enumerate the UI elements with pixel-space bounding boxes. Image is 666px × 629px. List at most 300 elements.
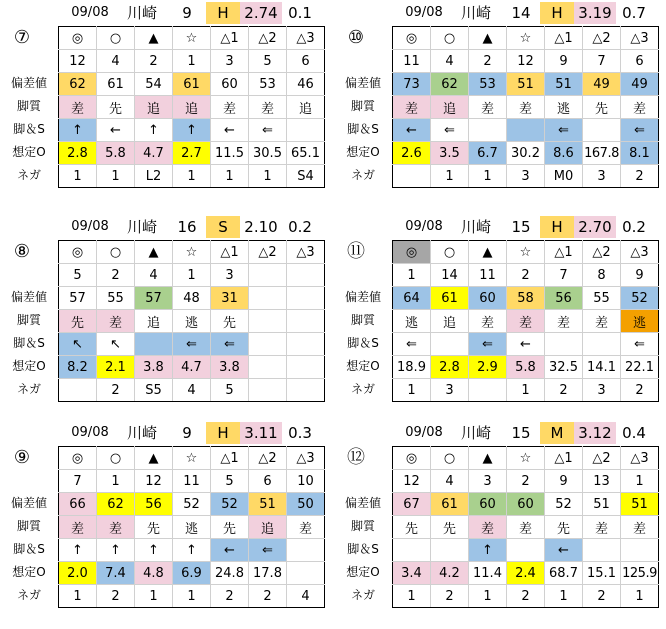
nega-cell: 2 <box>211 585 249 608</box>
horses-cell: 12 <box>393 470 431 493</box>
leg-cell: ↑ <box>97 539 135 562</box>
horses-cell: 3 <box>469 470 507 493</box>
odds-cell: 6.9 <box>173 562 211 585</box>
dev-cell: 58 <box>507 287 545 310</box>
nega-cell: S5 <box>135 379 173 402</box>
odds-cell: 17.8 <box>249 562 287 585</box>
race-number: ⑫ <box>347 447 365 468</box>
nega-cell: 2 <box>621 379 659 402</box>
mark-cell: △3 <box>621 27 659 50</box>
field-size: 14 <box>511 4 531 22</box>
table-row <box>59 241 325 264</box>
row-label: ネガ <box>16 588 41 602</box>
mark-cell: ○ <box>431 241 469 264</box>
row-label: ネガ <box>350 588 375 602</box>
table-row <box>59 447 325 470</box>
gap-value: 0.3 <box>288 424 312 442</box>
table-row <box>393 447 659 470</box>
leg-cell: ← <box>211 539 249 562</box>
leg-cell: ⇐ <box>393 333 431 356</box>
horses-cell: 9 <box>621 264 659 287</box>
leg-cell: ⇐ <box>469 333 507 356</box>
field-size: 15 <box>511 424 531 442</box>
grade-badge: H <box>206 422 240 444</box>
mark-cell: △2 <box>583 447 621 470</box>
mark-cell: ○ <box>97 27 135 50</box>
race-place: 川崎 <box>460 218 491 236</box>
horses-cell: 8 <box>583 264 621 287</box>
style-cell: 差 <box>507 516 545 539</box>
style-cell: 差 <box>621 96 659 119</box>
leg-cell: ← <box>507 333 545 356</box>
table-row <box>59 493 325 516</box>
table-row <box>59 165 325 188</box>
leg-cell: ↑ <box>135 539 173 562</box>
dev-cell: 57 <box>135 287 173 310</box>
dev-cell: 51 <box>507 73 545 96</box>
mark-cell: ☆ <box>173 447 211 470</box>
horses-cell: 11 <box>173 470 211 493</box>
prediction-table <box>58 240 325 402</box>
row-label: 偏差値 <box>344 496 381 510</box>
row-label: 脚＆S <box>347 122 379 136</box>
nega-cell <box>469 379 507 402</box>
prediction-table <box>58 446 325 608</box>
nega-cell: 1 <box>621 585 659 608</box>
leg-cell <box>469 119 507 142</box>
table-row <box>393 264 659 287</box>
style-cell: 追 <box>135 310 173 333</box>
table-row <box>393 27 659 50</box>
table-row <box>59 516 325 539</box>
style-cell: 差 <box>97 516 135 539</box>
horses-cell: 5 <box>249 50 287 73</box>
dev-cell: 51 <box>621 493 659 516</box>
mark-cell: ○ <box>97 447 135 470</box>
row-label: 脚質 <box>16 519 41 533</box>
leg-cell: ← <box>97 119 135 142</box>
race-header <box>0 2 330 24</box>
leg-cell <box>583 119 621 142</box>
nega-cell: 1 <box>173 585 211 608</box>
style-cell: 差 <box>507 96 545 119</box>
style-cell: 追 <box>249 516 287 539</box>
field-size: 16 <box>177 218 197 236</box>
mark-cell: ☆ <box>507 447 545 470</box>
table-row <box>59 96 325 119</box>
dev-cell: 54 <box>135 73 173 96</box>
style-cell: 逃 <box>621 310 659 333</box>
horses-cell: 7 <box>583 50 621 73</box>
dev-cell: 61 <box>431 287 469 310</box>
dev-cell: 51 <box>583 493 621 516</box>
prediction-table <box>392 446 659 608</box>
dev-cell: 66 <box>59 493 97 516</box>
nega-cell: 5 <box>211 379 249 402</box>
odds-cell: 2.8 <box>59 142 97 165</box>
race-date: 09/08 <box>405 219 443 234</box>
style-cell: 追 <box>431 310 469 333</box>
table-row <box>393 333 659 356</box>
horses-cell: 5 <box>59 264 97 287</box>
index-value: 3.11 <box>240 422 282 444</box>
style-cell: 差 <box>545 310 583 333</box>
row-label: 想定O <box>346 359 380 373</box>
index-value: 2.10 <box>244 218 278 236</box>
leg-cell <box>431 333 469 356</box>
table-row <box>393 96 659 119</box>
leg-cell <box>287 539 325 562</box>
mark-cell: ○ <box>431 447 469 470</box>
leg-cell: ⇐ <box>621 119 659 142</box>
race-number: ⑩ <box>347 27 365 48</box>
dev-cell: 57 <box>59 287 97 310</box>
mark-cell: ▲ <box>469 27 507 50</box>
odds-cell: 125.9 <box>621 562 659 585</box>
row-labels <box>0 492 58 607</box>
mark-cell: ◎ <box>393 27 431 50</box>
table-row <box>393 73 659 96</box>
horses-cell: 11 <box>393 50 431 73</box>
leg-cell <box>621 539 659 562</box>
nega-cell: 3 <box>431 379 469 402</box>
race-place: 川崎 <box>460 4 491 22</box>
race-place: 川崎 <box>126 424 157 442</box>
table-row <box>393 516 659 539</box>
mark-cell: △1 <box>211 447 249 470</box>
leg-cell: ⇐ <box>249 539 287 562</box>
nega-cell <box>393 165 431 188</box>
style-cell: 追 <box>135 96 173 119</box>
style-cell: 差 <box>469 516 507 539</box>
row-label: 脚＆S <box>347 542 379 556</box>
style-cell: 先 <box>431 516 469 539</box>
race-date: 09/08 <box>405 425 443 440</box>
nega-cell <box>249 379 287 402</box>
dev-cell: 52 <box>173 493 211 516</box>
row-labels <box>334 286 392 401</box>
row-label: 想定O <box>12 145 46 159</box>
odds-cell: 18.9 <box>393 356 431 379</box>
style-cell: 差 <box>507 310 545 333</box>
race-header <box>334 2 664 24</box>
mark-cell: △3 <box>621 447 659 470</box>
mark-cell: △3 <box>287 241 325 264</box>
race-panel <box>334 420 666 628</box>
mark-cell: △2 <box>583 27 621 50</box>
odds-cell: 4.8 <box>135 562 173 585</box>
style-cell: 先 <box>97 96 135 119</box>
odds-cell: 30.5 <box>249 142 287 165</box>
style-cell: 差 <box>59 516 97 539</box>
dev-cell: 64 <box>393 287 431 310</box>
odds-cell: 5.8 <box>97 142 135 165</box>
mark-cell: △1 <box>545 447 583 470</box>
row-labels <box>334 72 392 187</box>
row-labels <box>0 286 58 401</box>
dev-cell: 51 <box>545 73 583 96</box>
style-cell: 追 <box>431 96 469 119</box>
dev-cell: 46 <box>287 73 325 96</box>
style-cell: 先 <box>211 516 249 539</box>
row-labels <box>0 72 58 187</box>
table-row <box>393 585 659 608</box>
odds-cell: 4.7 <box>173 356 211 379</box>
grade-badge: H <box>540 216 574 238</box>
mark-cell: ○ <box>97 241 135 264</box>
table-row <box>59 310 325 333</box>
race-header <box>334 216 664 238</box>
style-cell: 先 <box>59 310 97 333</box>
nega-cell: 2 <box>507 585 545 608</box>
race-date: 09/08 <box>71 219 109 234</box>
dev-cell: 49 <box>583 73 621 96</box>
row-label: 脚＆S <box>13 122 45 136</box>
leg-cell <box>545 333 583 356</box>
style-cell: 差 <box>97 310 135 333</box>
odds-cell: 2.8 <box>431 356 469 379</box>
style-cell: 先 <box>545 516 583 539</box>
gap-value: 0.7 <box>622 4 646 22</box>
nega-cell: M0 <box>545 165 583 188</box>
dev-cell: 60 <box>469 287 507 310</box>
leg-cell: ← <box>545 539 583 562</box>
row-label: 偏差値 <box>10 76 47 90</box>
nega-cell: 4 <box>287 585 325 608</box>
style-cell: 先 <box>135 516 173 539</box>
race-place: 川崎 <box>460 424 491 442</box>
horses-cell: 14 <box>431 264 469 287</box>
nega-cell: 4 <box>173 379 211 402</box>
horses-cell: 2 <box>469 50 507 73</box>
nega-cell: 1 <box>469 585 507 608</box>
horses-cell <box>249 264 287 287</box>
horses-cell: 10 <box>287 470 325 493</box>
race-place: 川崎 <box>126 218 157 236</box>
dev-cell: 60 <box>211 73 249 96</box>
horses-cell: 3 <box>211 264 249 287</box>
nega-cell: 1 <box>545 585 583 608</box>
odds-cell: 30.2 <box>507 142 545 165</box>
leg-cell <box>507 119 545 142</box>
table-row <box>393 241 659 264</box>
mark-cell: ▲ <box>135 447 173 470</box>
nega-cell <box>287 379 325 402</box>
race-panel <box>0 420 332 628</box>
nega-cell: 2 <box>545 379 583 402</box>
dev-cell: 55 <box>97 287 135 310</box>
nega-cell: 2 <box>97 585 135 608</box>
table-row <box>59 585 325 608</box>
race-date: 09/08 <box>405 5 443 20</box>
odds-cell: 5.8 <box>507 356 545 379</box>
leg-cell: ⇐ <box>621 333 659 356</box>
style-cell: 差 <box>583 310 621 333</box>
style-cell: 追 <box>287 96 325 119</box>
leg-cell <box>431 539 469 562</box>
odds-cell: 24.8 <box>211 562 249 585</box>
grade-badge: M <box>540 422 574 444</box>
nega-cell: 2 <box>97 379 135 402</box>
dev-cell: 52 <box>621 287 659 310</box>
mark-cell: ◎ <box>59 27 97 50</box>
table-row <box>59 142 325 165</box>
row-label: 想定O <box>12 565 46 579</box>
grade-badge: S <box>206 216 240 238</box>
nega-cell: 1 <box>507 379 545 402</box>
odds-cell: 3.4 <box>393 562 431 585</box>
field-size: 15 <box>511 218 531 236</box>
nega-cell: 1 <box>211 165 249 188</box>
dev-cell: 62 <box>97 493 135 516</box>
horses-cell: 7 <box>545 264 583 287</box>
dev-cell <box>287 287 325 310</box>
mark-cell: ▲ <box>135 27 173 50</box>
odds-cell: 2.0 <box>59 562 97 585</box>
row-label: ネガ <box>350 382 375 396</box>
horses-cell: 2 <box>507 264 545 287</box>
leg-cell: ↑ <box>173 119 211 142</box>
dev-cell: 73 <box>393 73 431 96</box>
row-label: 偏差値 <box>344 290 381 304</box>
leg-cell: ← <box>211 119 249 142</box>
style-cell: 差 <box>469 310 507 333</box>
gap-value: 0.2 <box>288 218 312 236</box>
horses-cell: 1 <box>173 264 211 287</box>
race-header <box>334 422 664 444</box>
leg-cell <box>135 333 173 356</box>
dev-cell: 62 <box>59 73 97 96</box>
odds-cell: 4.2 <box>431 562 469 585</box>
odds-cell: 2.7 <box>173 142 211 165</box>
odds-cell <box>287 562 325 585</box>
mark-cell: △1 <box>545 241 583 264</box>
style-cell: 差 <box>249 96 287 119</box>
table-row <box>393 142 659 165</box>
nega-cell: 2 <box>583 585 621 608</box>
horses-cell: 11 <box>469 264 507 287</box>
nega-cell: 3 <box>583 379 621 402</box>
table-row <box>393 379 659 402</box>
style-cell <box>249 310 287 333</box>
gap-value: 0.1 <box>288 4 312 22</box>
horses-cell: 4 <box>135 264 173 287</box>
odds-cell: 8.1 <box>621 142 659 165</box>
mark-cell: △2 <box>583 241 621 264</box>
odds-cell: 32.5 <box>545 356 583 379</box>
mark-cell: ◎ <box>59 447 97 470</box>
leg-cell <box>583 333 621 356</box>
horses-cell: 2 <box>135 50 173 73</box>
horses-cell: 1 <box>393 264 431 287</box>
row-label: 脚質 <box>16 99 41 113</box>
nega-cell: 1 <box>431 165 469 188</box>
race-panel <box>334 214 666 422</box>
mark-cell: ◎ <box>393 447 431 470</box>
row-label: ネガ <box>350 168 375 182</box>
table-row <box>393 310 659 333</box>
odds-cell: 2.9 <box>469 356 507 379</box>
odds-cell: 2.1 <box>97 356 135 379</box>
style-cell: 差 <box>211 96 249 119</box>
horses-cell: 4 <box>431 50 469 73</box>
dev-cell: 56 <box>135 493 173 516</box>
leg-cell <box>507 539 545 562</box>
leg-cell: ↖ <box>97 333 135 356</box>
dev-cell: 60 <box>507 493 545 516</box>
leg-cell: ↑ <box>173 539 211 562</box>
mark-cell: △1 <box>545 27 583 50</box>
index-value: 3.19 <box>574 2 616 24</box>
mark-cell: ☆ <box>173 27 211 50</box>
horses-cell: 2 <box>97 264 135 287</box>
race-number: ⑪ <box>347 241 365 262</box>
race-place: 川崎 <box>126 4 157 22</box>
row-labels <box>334 492 392 607</box>
race-number: ⑨ <box>13 447 31 468</box>
leg-cell: ⇐ <box>249 119 287 142</box>
leg-cell: ↖ <box>59 333 97 356</box>
mark-cell: ☆ <box>507 27 545 50</box>
row-label: 脚＆S <box>347 336 379 350</box>
horses-cell: 6 <box>287 50 325 73</box>
dev-cell: 49 <box>621 73 659 96</box>
style-cell: 逃 <box>393 310 431 333</box>
dev-cell: 50 <box>287 493 325 516</box>
row-label: 脚質 <box>350 313 375 327</box>
dev-cell: 61 <box>431 493 469 516</box>
dev-cell: 60 <box>469 493 507 516</box>
gap-value: 0.4 <box>622 424 646 442</box>
style-cell: 差 <box>621 516 659 539</box>
table-row <box>393 562 659 585</box>
nega-cell: 3 <box>507 165 545 188</box>
prediction-table <box>392 26 659 188</box>
prediction-table <box>392 240 659 402</box>
dev-cell: 51 <box>249 493 287 516</box>
table-row <box>393 356 659 379</box>
horses-cell: 4 <box>97 50 135 73</box>
row-label: ネガ <box>16 382 41 396</box>
style-cell: 逃 <box>173 516 211 539</box>
table-row <box>59 50 325 73</box>
row-label: 想定O <box>346 565 380 579</box>
style-cell: 差 <box>469 96 507 119</box>
style-cell: 追 <box>173 96 211 119</box>
leg-cell <box>249 333 287 356</box>
row-label: 想定O <box>12 359 46 373</box>
style-cell: 先 <box>393 516 431 539</box>
horses-cell: 5 <box>211 470 249 493</box>
nega-cell: 1 <box>97 165 135 188</box>
leg-cell: ↑ <box>59 119 97 142</box>
dev-cell: 52 <box>545 493 583 516</box>
leg-cell: ⇐ <box>431 119 469 142</box>
leg-cell: ↑ <box>59 539 97 562</box>
table-row <box>393 470 659 493</box>
dev-cell: 31 <box>211 287 249 310</box>
table-row <box>59 287 325 310</box>
table-row <box>393 493 659 516</box>
race-date: 09/08 <box>71 5 109 20</box>
row-label: 想定O <box>346 145 380 159</box>
mark-cell: △3 <box>287 447 325 470</box>
odds-cell: 65.1 <box>287 142 325 165</box>
horses-cell: 2 <box>507 470 545 493</box>
odds-cell: 4.7 <box>135 142 173 165</box>
horses-cell: 12 <box>507 50 545 73</box>
odds-cell <box>249 356 287 379</box>
